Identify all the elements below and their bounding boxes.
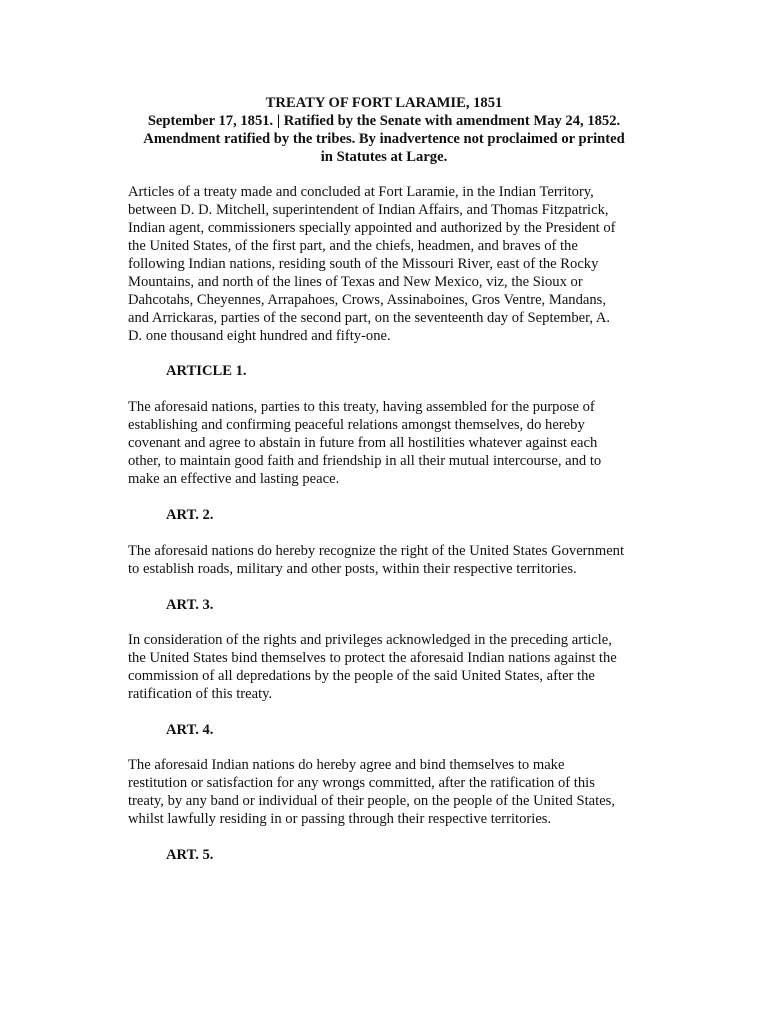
text-line: The aforesaid nations, parties to this treaty, having assembled for the purpose of <box>128 399 595 415</box>
text-line: restitution or satisfaction for any wrongs committed, after the ratification of this <box>128 775 595 791</box>
article-3-heading: ART. 3. <box>166 597 214 613</box>
text-line: ratification of this treaty. <box>128 686 273 702</box>
text-line: Dahcotahs, Cheyennes, Arrapahoes, Crows, Assinaboines, Gros Ventre, Mandans, <box>128 292 606 308</box>
article-4-paragraph <box>128 756 648 828</box>
document-title: TREATY OF FORT LARAMIE, 1851 <box>265 95 503 111</box>
text-line: D. one thousand eight hundred and fifty-one. <box>128 328 391 344</box>
text-line: The aforesaid Indian nations do hereby agree and bind themselves to make <box>128 757 565 773</box>
article-2-heading: ART. 2. <box>166 507 214 523</box>
text-line: The aforesaid nations do hereby recognize the right of the United States Government <box>128 543 625 559</box>
article-1-heading: ARTICLE 1. <box>166 363 247 379</box>
text-line: treaty, by any band or individual of their people, on the people of the United States, <box>128 793 616 809</box>
document-subtitle-dates: September 17, 1851. | Ratified by the Senate with amendment May 24, 1852. <box>147 113 621 129</box>
text-line: the United States, of the first part, and the chiefs, headmen, and braves of the <box>128 238 578 254</box>
text-line: and Arrickaras, parties of the second part, on the seventeenth day of September, A. <box>128 310 611 326</box>
text-line: commission of all depredations by the people of the said United States, after the <box>128 668 595 684</box>
text-line: following Indian nations, residing south of the Missouri River, east of the Rocky <box>128 256 599 272</box>
text-line: Mountains, and north of the lines of Texas and New Mexico, viz, the Sioux or <box>128 274 583 290</box>
text-line: make an effective and lasting peace. <box>128 471 340 487</box>
text-line: In consideration of the rights and privileges acknowledged in the preceding article, <box>128 632 612 648</box>
text-line: establishing and confirming peaceful relations amongst themselves, do hereby <box>128 417 585 433</box>
text-line: whilst lawfully residing in or passing through their respective territories. <box>128 811 552 827</box>
text-line: covenant and agree to abstain in future from all hostilities whatever against each <box>128 435 598 451</box>
article-3-paragraph <box>128 631 648 703</box>
document-title-block <box>100 94 668 166</box>
text-line: Indian agent, commissioners specially appointed and authorized by the President of <box>128 220 616 236</box>
document-subtitle-amendment: Amendment ratified by the tribes. By inadvertence not proclaimed or printed <box>143 131 625 147</box>
text-line: to establish roads, military and other posts, within their respective territories. <box>128 561 577 577</box>
preamble-paragraph <box>128 183 648 345</box>
text-line: the United States bind themselves to protect the aforesaid Indian nations against the <box>128 650 617 666</box>
document-subtitle-statutes: in Statutes at Large. <box>320 149 448 165</box>
article-2-paragraph <box>128 542 648 578</box>
text-line: other, to maintain good faith and friendship in all their mutual intercourse, and to <box>128 453 602 469</box>
text-line: between D. D. Mitchell, superintendent of Indian Affairs, and Thomas Fitzpatrick, <box>128 202 609 218</box>
article-4-heading: ART. 4. <box>166 722 214 738</box>
article-1-paragraph <box>128 398 648 488</box>
article-5-heading: ART. 5. <box>166 847 214 863</box>
text-line: Articles of a treaty made and concluded at Fort Laramie, in the Indian Territory, <box>128 184 594 200</box>
